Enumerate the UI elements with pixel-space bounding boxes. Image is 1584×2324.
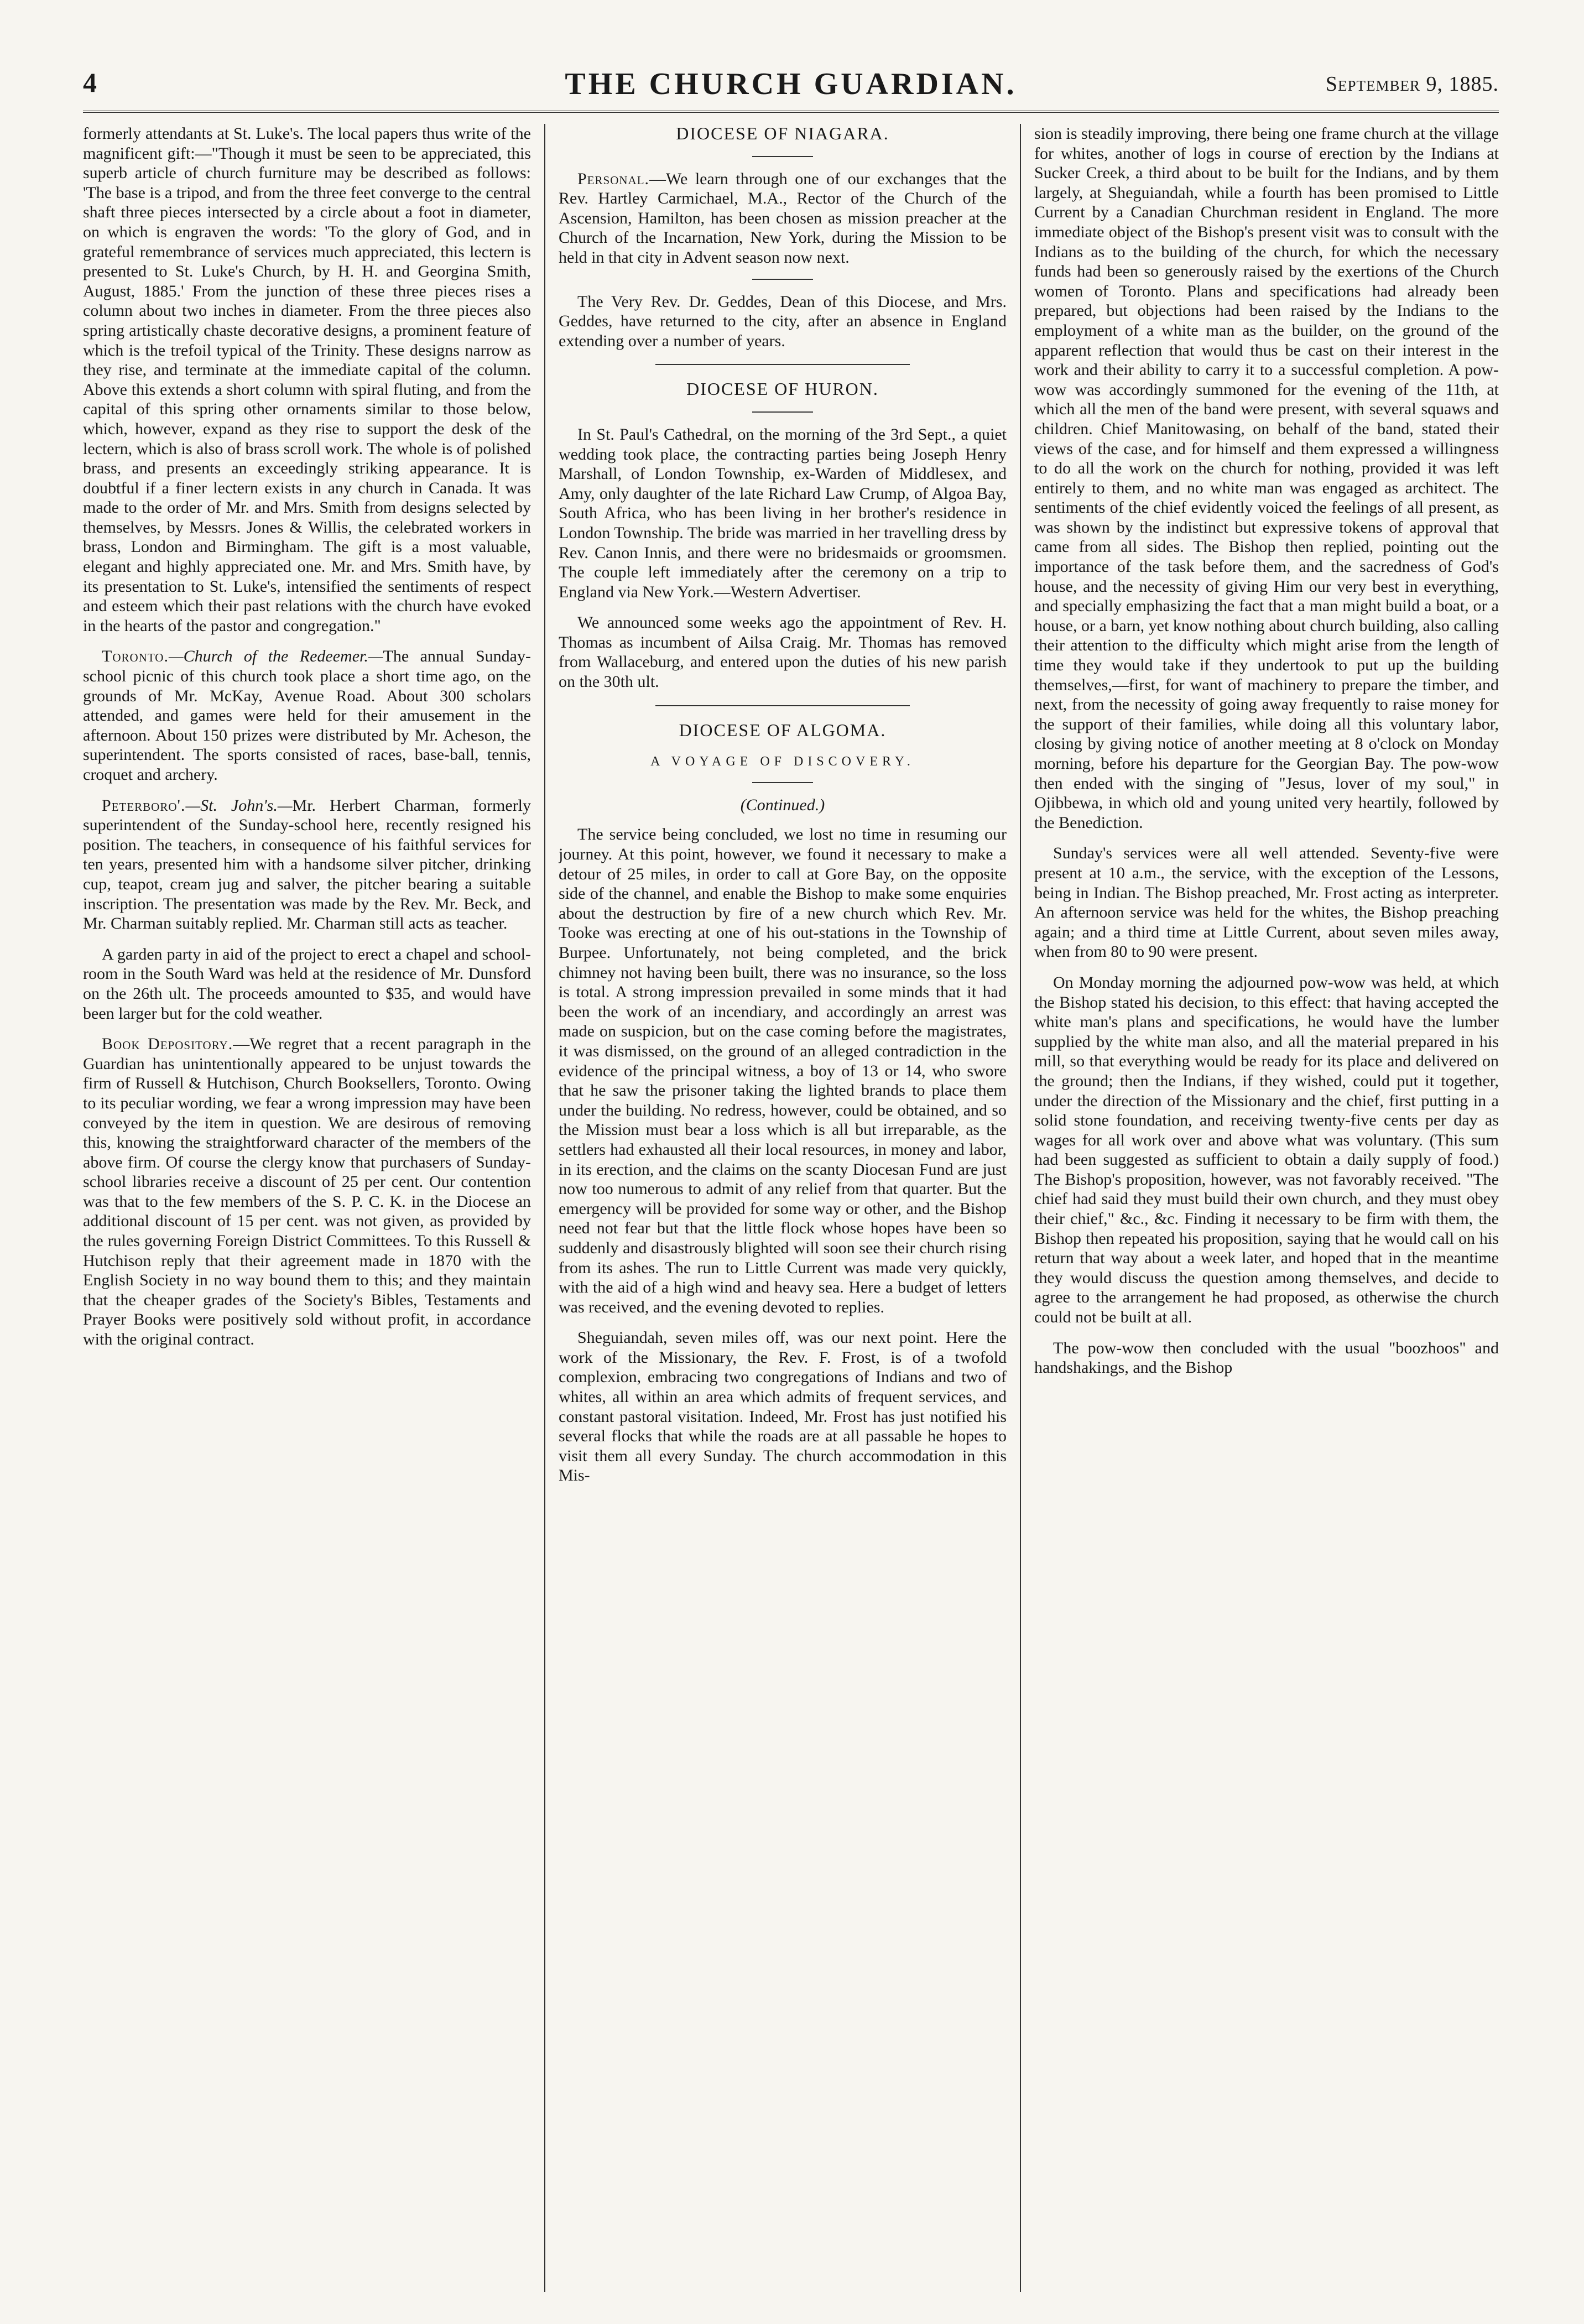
huron-appointment-item: We announced some weeks ago the appointment of Rev. H. Thomas as incumbent of Ailsa Craig. Mr. Thomas has removed from Wallaceburg, and entered upon the duties of his new parish on the 30th ult.	[559, 613, 1007, 691]
page-number: 4	[83, 67, 97, 98]
peterboro-place: —St. John's.—	[185, 796, 293, 815]
personal-body: —We learn through one of our exchanges that the Rev. Hartley Carmichael, M.A., Rector of the Church of the Ascension, Hamilton, has been chosen as mission preacher at the Church of the Incarnation, New York, during the Mission to be held in that city in Advent season now next.	[559, 169, 1007, 267]
lectern-article: formerly attendants at St. Luke's. The local papers thus write of the magnificent gift:—"Though it must be seen to be appreciated, this superb article of church furniture may be described as follows: 'The base is a tripod, and from the three feet converge to the central shaft three pieces intersected by a circle about a foot in diameter, on which is engraven the words: 'To the glory of God, and in grateful remembrance of services much appreciated, this lectern is presented to St. Luke's Church, by H. H. and Georgina Smith, August, 1885.' From the junction of these three pieces rises a column about two inches in diameter. From the three pieces also spring artistically chaste decorative designs, a prominent feature of which is the trefoil typical of the Trinity. These designs narrow as they rise, and terminate at the immediate capital of the column. Above this extends a short column with spiral fluting, and from the capital of this spring other ornaments similar to those below, which, however, expand as they rise to support the desk of the lectern, which is also of brass scroll work. The whole is of polished brass, and presents an exceedingly striking appearance. It is doubtful if a finer lectern exists in any church in Canada. It was made to the order of Mr. and Mrs. Smith from designs selected by themselves, by Messrs. Jones & Willis, the celebrated workers in brass, London and Birmingham. The gift is a most valuable, elegant and highly appreciated one. Mr. and Mrs. Smith have, by its presentation to St. Luke's, intensified the sentiments of respect and esteem which their past relations with the church have evoked in the hearts of the pastor and congregation."	[83, 124, 531, 635]
toronto-lead: Toronto.	[102, 647, 169, 666]
section-heading-algoma: DIOCESE OF ALGOMA.	[679, 720, 887, 740]
toronto-place: —Church of the Redeemer.—	[168, 647, 383, 666]
garden-party-item: A garden party in aid of the project to erect a chapel and school-room in the South Ward was held at the residence of Mr. Dunsford on the 26th ult. The proceeds amounted to $35, and would have been larger but for the cold weather.	[83, 945, 531, 1023]
short-rule	[752, 156, 813, 157]
column-rule	[1020, 124, 1021, 2292]
algoma-paragraph: The pow-wow then concluded with the usual "boozhoos" and handshakings, and the Bishop	[1034, 1338, 1499, 1377]
issue-date: September 9, 1885.	[1325, 72, 1499, 96]
column-rule	[544, 124, 545, 2292]
toronto-body: The annual Sunday-school picnic of this church took place a short time ago, on the grounds of Mr. McKay, Avenue Road. About 300 scholars attended, and games were held for their amusement in the afternoon. About 150 prizes were distributed by Mr. Acheson, the superintendent. The sports consisted of races, base-ball, tennis, croquet and archery.	[83, 647, 531, 784]
section-rule	[655, 364, 910, 365]
niagara-geddes-item: The Very Rev. Dr. Geddes, Dean of this Diocese, and Mrs. Geddes, have returned to the city, after an absence in England extending over a number of years.	[559, 292, 1007, 350]
masthead	[83, 66, 1499, 113]
personal-lead: Personal.	[577, 169, 650, 188]
book-depository-body: —We regret that a recent paragraph in the Guardian has unintentionally appeared to be unjust towards the firm of Russell & Hutchison, Church Booksellers, Toronto. Owing to its peculiar wording, we fear a wrong impression may have been conveyed by the item in question. We are desirous of removing this, knowing the straightforward character of the members of the above firm. Of course the clergy know that purchasers of Sunday-school libraries receive a discount of 25 per cent. Our contention was that to the few members of the S. P. C. K. in the Diocese an additional discount of 15 per cent. was not given, as provided by the rules governing Foreign District Committees. To this Russell & Hutchison reply that their agreement made in 1870 with the English Society in no way bound them to this; and they maintain that the cheaper grades of the Society's Bibles, Testaments and Prayer Books were positively sold without profit, in accordance with the original contract.	[83, 1035, 531, 1349]
algoma-paragraph: The service being concluded, we lost no time in resuming our journey. At this point, however, we found it necessary to make a detour of 25 miles, in order to call at Gore Bay, on the opposite side of the channel, and enable the Bishop to make some enquiries about the destruction by fire of a new church which Rev. Mr. Tooke was erecting at one of his out-stations in the Township of Burpee. Unfortunately, not being completed, and the brick chimney not having been built, there was no insurance, so the loss is total. A strong impression prevailed in some minds that it had been the work of an incendiary, and accordingly an arrest was made on suspicion, but on the case coming before the magistrates, it was dismissed, on the ground of an alleged contradiction in the evidence of the principal witness, a boy of 13 or 14, who swore that he saw the prisoner taking the lighted brands to place them under the building. No redress, however, could be obtained, and so the Mission must bear a loss which is all but irreparable, as the settlers had exhausted all their local resources, in money and labor, in its erection, and the claims on the scanty Diocesan Fund are just now too numerous to admit of any relief from that quarter. But the emergency will be provided for some way or other, and the Bishop need not fear but that the little flock whose hopes have been so suddenly and disastrously blighted will soon see their church rising from its ashes. The run to Little Current was made very quickly, with the aid of a high wind and heavy sea. Here a budget of letters was received, and the evening devoted to replies.	[559, 825, 1007, 1316]
algoma-paragraph: sion is steadily improving, there being one frame church at the village for whites, another of logs in course of erection by the Indians at Sucker Creek, a third about to be built for the Indians, and by them largely, at Sheguiandah, while a fourth has been promised to Little Current by a Canadian Churchman resident in England. The more immediate object of the Bishop's present visit was to consult with the Indians as to the building of the church, for which the necessary funds had been so generously raised by the exertions of the Church women of Toronto. Plans and specifications had already been prepared, but objections had been raised by the Indians to the employment of a white man as the builder, on the ground of the apparent reflection that would thus be cast on their interest in the work and their ability to carry it to a successful completion. A pow-wow was accordingly summoned for the evening of the 11th, at which all the men of the band were present, with several squaws and children. Chief Manitowasing, on behalf of the band, stated their views of the case, and for himself and them expressed a willingness to do all the work on the church for nothing, provided it was left entirely to them, and no white man was engaged as architect. The sentiments of the chief evidently voiced the feelings of all present, as was shown by the indistinct but expressive tokens of approval that came from all sides. The Bishop then replied, pointing out the importance of the task before them, and the sacredness of God's house, and the necessity of giving Him our very best in everything, and specially emphasizing the fact that a man might build a boat, or a house, or a barn, yet know nothing about church building, also calling their attention to the difficulty which might arise from the length of time they would take if they undertook to put up the building themselves,—first, for want of machinery to prepare the timber, and next, from the necessity of going away frequently to raise money for the support of their families, while doing all this voluntary labor, closing by giving notice of another meeting at 8 o'clock on Monday morning, before his departure for the Georgian Bay. The pow-wow then ended with the singing of "Jesus, lover of my soul," in Ojibbewa, in which old and young united very heartily, followed by the Benediction.	[1034, 124, 1499, 832]
newspaper-title: THE CHURCH GUARDIAN.	[565, 67, 1017, 101]
peterboro-lead: Peterboro'.	[102, 796, 186, 815]
short-rule	[752, 279, 813, 280]
continued-label: (Continued.)	[740, 795, 825, 814]
section-heading-huron: DIOCESE OF HURON.	[686, 379, 879, 399]
toronto-item	[83, 647, 531, 784]
niagara-personal-item	[559, 169, 1007, 268]
book-depository-lead: Book Depository.	[102, 1035, 233, 1054]
article-subheading: A VOYAGE OF DISCOVERY.	[650, 754, 915, 769]
algoma-paragraph: Sheguiandah, seven miles off, was our next point. Here the work of the Missionary, the Rev. F. Frost, is of a twofold complexion, embracing two congregations of Indians and two of whites, all within an area which admits of frequent services, and constant pastoral visitation. Indeed, Mr. Frost has just notified his several flocks that while the roads are at all passable he hopes to visit them all every Sunday. The church accommodation in this Mis-	[559, 1328, 1007, 1485]
peterboro-body: Mr. Herbert Charman, formerly superintendent of the Sunday-school here, recently resigned his position. The teachers, in consequence of his faithful services for ten years, presented him with a handsome silver pitcher, drinking cup, teapot, cream jug and salver, the pitcher bearing a suitable inscription. The presentation was made by the Rev. Mr. Beck, and Mr. Charman suitably replied. Mr. Charman still acts as teacher.	[83, 796, 531, 933]
column-3	[1034, 124, 1499, 2292]
book-depository-item	[83, 1034, 531, 1349]
short-rule	[752, 782, 813, 783]
short-rule	[752, 411, 813, 413]
peterboro-item	[83, 796, 531, 934]
column-1	[83, 124, 531, 2292]
algoma-paragraph: Sunday's services were all well attended. Seventy-five were present at 10 a.m., the service, with the exception of the Lessons, being in Indian. The Bishop preached, Mr. Frost acting as interpreter. An afternoon service was held for the whites, the Bishop preaching again; and a third time at Little Current, about seven miles away, when from 80 to 90 were present.	[1034, 844, 1499, 961]
section-rule	[655, 705, 910, 706]
algoma-paragraph: On Monday morning the adjourned pow-wow was held, at which the Bishop stated his decision, to this effect: that having accepted the white man's plans and specifications, he would have the lumber supplied by the white man also, and all the material prepared in his mill, so that everything would be ready for its place and delivered on the ground; then the Indians, if they wished, could put it together, under the direction of the Missionary and the chief, first putting in a solid stone foundation, and receiving twenty-five cents per day as wages for all work over and above what was voluntary. (This sum had been suggested as sufficient to obtain a daily supply of food.) The Bishop's proposition, however, was not favorably received. "The chief had said they must build their own church, and they must obey their chief," &c., &c. Finding it necessary to be firm with them, the Bishop then repeated his proposition, saying that he would call on his return that way about a week later, and hoped that in the meantime they would discuss the question among themselves, and decide to agree to the arrangement he had proposed, as otherwise the church could not be built at all.	[1034, 973, 1499, 1327]
section-heading-niagara: DIOCESE OF NIAGARA.	[676, 124, 889, 143]
column-2	[559, 124, 1007, 2292]
huron-wedding-item: In St. Paul's Cathedral, on the morning of the 3rd Sept., a quiet wedding took place, the contracting parties being Joseph Henry Marshall, of London Township, ex-Warden of Middlesex, and Amy, only daughter of the late Richard Law Crump, of Algoa Bay, South Africa, who has been living in her brother's residence in London Township. The bride was married in her travelling dress by Rev. Canon Innis, and there were no bridesmaids or groomsmen. The couple left immediately after the ceremony on a trip to England via New York.—Western Advertiser.	[559, 425, 1007, 601]
